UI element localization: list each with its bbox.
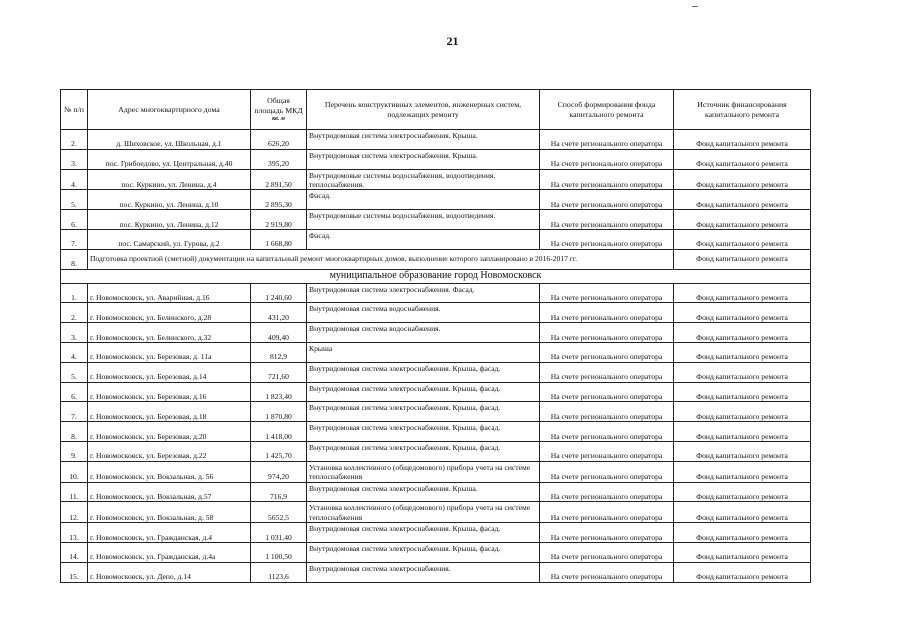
cell-num: 10. bbox=[61, 461, 88, 482]
cell-works: Внутридомовая система водоснабжения. bbox=[307, 303, 540, 323]
table-row bbox=[61, 562, 811, 582]
cell-works: Внутридомовая система электроснабжения. Крыша, фасад. bbox=[307, 441, 540, 461]
cell-num: 6. bbox=[61, 210, 88, 230]
cell-method: На счете регионального оператора bbox=[540, 502, 674, 523]
cell-source: Фонд капитального ремонта bbox=[674, 342, 811, 362]
cell-method: На счете регионального оператора bbox=[540, 283, 674, 303]
cell-num: 7. bbox=[61, 402, 88, 422]
cell-area: 1 100,50 bbox=[251, 542, 307, 562]
cell-num: 12. bbox=[61, 502, 88, 523]
header-area bbox=[251, 90, 307, 130]
cell-num: 5. bbox=[61, 190, 88, 210]
header-method: Способ формирования фонда капитального ремонта bbox=[540, 90, 674, 130]
cell-address: г. Новомосковск, ул. Березовая, д.20 bbox=[88, 422, 251, 442]
cell-area: 2 895,30 bbox=[251, 190, 307, 210]
cell-area: 2 891,50 bbox=[251, 169, 307, 190]
cell-area: 1 823,40 bbox=[251, 382, 307, 402]
table-row bbox=[61, 303, 811, 323]
cell-num: 8. bbox=[61, 249, 88, 269]
table-row bbox=[61, 542, 811, 562]
cell-area: 721,60 bbox=[251, 362, 307, 382]
cell-area: 1 425,70 bbox=[251, 441, 307, 461]
header-area-label: Общая площадь МКД bbox=[254, 96, 303, 115]
cell-address: г. Новомосковск, ул. Депо, д.14 bbox=[88, 562, 251, 582]
cell-num: 1. bbox=[61, 283, 88, 303]
cell-method: На счете регионального оператора bbox=[540, 303, 674, 323]
cell-works: Установка коллективного (общедомового) прибора учета на системе теплоснабжения bbox=[307, 502, 540, 523]
cell-method: На счете регионального оператора bbox=[540, 342, 674, 362]
cell-area: 1 668,80 bbox=[251, 230, 307, 250]
cell-source: Фонд капитального ремонта bbox=[674, 249, 811, 269]
cell-address: пос. Куркино, ул. Ленина, д.12 bbox=[88, 210, 251, 230]
cell-area: 395,20 bbox=[251, 149, 307, 169]
cell-source: Фонд капитального ремонта bbox=[674, 441, 811, 461]
cell-method: На счете регионального оператора bbox=[540, 482, 674, 502]
table-body-row8 bbox=[61, 249, 811, 283]
cell-address: г. Новомосковск, ул. Березовая, д.16 bbox=[88, 382, 251, 402]
cell-source: Фонд капитального ремонта bbox=[674, 323, 811, 343]
cell-address: г. Новомосковск, ул. Гражданская, д.4а bbox=[88, 542, 251, 562]
table-row bbox=[61, 323, 811, 343]
cell-works: Внутридомовая система электроснабжения. bbox=[307, 562, 540, 582]
cell-works: Внутридомовая система электроснабжения. Крыша, фасад. bbox=[307, 523, 540, 543]
cell-num: 14. bbox=[61, 542, 88, 562]
cell-area: 409,40 bbox=[251, 323, 307, 343]
cell-num: 2. bbox=[61, 303, 88, 323]
header-works: Перечень конструктивных элементов, инженерных систем, подлежащих ремонту bbox=[307, 90, 540, 130]
cell-source: Фонд капитального ремонта bbox=[674, 230, 811, 250]
header-row bbox=[61, 90, 811, 130]
cell-address: г. Новомосковск, ул. Белинского, д.28 bbox=[88, 303, 251, 323]
cell-works: Внутридомовая система электроснабжения. Крыша, фасад. bbox=[307, 382, 540, 402]
cell-method: На счете регионального оператора bbox=[540, 422, 674, 442]
cell-address: г. Новомосковск, ул. Вокзальная, д. 56 bbox=[88, 461, 251, 482]
header-source: Источник финансирования капитального ремонта bbox=[674, 90, 811, 130]
cell-method: На счете регионального оператора bbox=[540, 323, 674, 343]
header-num: № п/п bbox=[61, 90, 88, 130]
table-row bbox=[61, 169, 811, 190]
table-row bbox=[61, 482, 811, 502]
cell-works: Внутридомовая система электроснабжения. Крыша, фасад. bbox=[307, 542, 540, 562]
table-row-8 bbox=[61, 249, 811, 269]
header-address: Адрес многоквартирного дома bbox=[88, 90, 251, 130]
cell-num: 4. bbox=[61, 342, 88, 362]
cell-works: Внутридомовая система электроснабжения. Крыша. bbox=[307, 130, 540, 150]
cell-num: 5. bbox=[61, 362, 88, 382]
cell-project-docs: Подготовка проектной (сметной) документации на капитальный ремонт многоквартирных домов, выполнение которого запланировано в 2016-2017 гг. bbox=[88, 249, 674, 269]
cell-source: Фонд капитального ремонта bbox=[674, 422, 811, 442]
cell-method: На счете регионального оператора bbox=[540, 169, 674, 190]
cell-num: 11. bbox=[61, 482, 88, 502]
cell-address: пос. Куркино, ул. Ленина, д.4 bbox=[88, 169, 251, 190]
table-row bbox=[61, 382, 811, 402]
cell-area: 1 418,00 bbox=[251, 422, 307, 442]
cell-area: 1 870,80 bbox=[251, 402, 307, 422]
cell-area: 974,20 bbox=[251, 461, 307, 482]
table-row bbox=[61, 230, 811, 250]
cell-source: Фонд капитального ремонта bbox=[674, 461, 811, 482]
cell-works: Внутридомовая система электроснабжения. Крыша, фасад. bbox=[307, 402, 540, 422]
section-row bbox=[61, 269, 811, 283]
cell-address: г. Новомосковск, ул. Белинского, д.32 bbox=[88, 323, 251, 343]
cell-address: г. Новомосковск, ул. Березовая, д.18 bbox=[88, 402, 251, 422]
cell-source: Фонд капитального ремонта bbox=[674, 303, 811, 323]
table-row bbox=[61, 402, 811, 422]
table-row bbox=[61, 190, 811, 210]
cell-source: Фонд капитального ремонта bbox=[674, 210, 811, 230]
table-row bbox=[61, 502, 811, 523]
cell-works: Фасад. bbox=[307, 230, 540, 250]
cell-method: На счете регионального оператора bbox=[540, 210, 674, 230]
cell-method: На счете регионального оператора bbox=[540, 362, 674, 382]
cell-method: На счете регионального оператора bbox=[540, 542, 674, 562]
cell-source: Фонд капитального ремонта bbox=[674, 523, 811, 543]
cell-works: Внутридомовая система электроснабжения. Фасад. bbox=[307, 283, 540, 303]
cell-num: 6. bbox=[61, 382, 88, 402]
cell-area: 2 919,80 bbox=[251, 210, 307, 230]
cell-method: На счете регионального оператора bbox=[540, 130, 674, 150]
table-row bbox=[61, 422, 811, 442]
table-row bbox=[61, 342, 811, 362]
table-body-district bbox=[61, 130, 811, 250]
cell-method: На счете регионального оператора bbox=[540, 461, 674, 482]
cell-area: 1 031,40 bbox=[251, 523, 307, 543]
table-row bbox=[61, 523, 811, 543]
cell-source: Фонд капитального ремонта bbox=[674, 562, 811, 582]
table-row bbox=[61, 130, 811, 150]
cell-num: 3. bbox=[61, 149, 88, 169]
cell-num: 13. bbox=[61, 523, 88, 543]
table-row bbox=[61, 283, 811, 303]
cell-num: 4. bbox=[61, 169, 88, 190]
cell-works: Установка коллективного (общедомового) прибора учета на системе теплоснабжения bbox=[307, 461, 540, 482]
cell-address: пос. Куркино, ул. Ленина, д.10 bbox=[88, 190, 251, 210]
table-row bbox=[61, 441, 811, 461]
cell-area: 812,9 bbox=[251, 342, 307, 362]
cell-area: 5652,5 bbox=[251, 502, 307, 523]
cell-works: Внутридомовая система электроснабжения. Крыша. bbox=[307, 482, 540, 502]
table-body-city bbox=[61, 283, 811, 582]
cell-address: г. Новомосковск, ул. Березовая, д.22 bbox=[88, 441, 251, 461]
cell-works: Внутридомовая система электроснабжения. Крыша, фасад. bbox=[307, 362, 540, 382]
cell-method: На счете регионального оператора bbox=[540, 523, 674, 543]
cell-address: д. Шиховское, ул. Школьная, д.1 bbox=[88, 130, 251, 150]
cell-source: Фонд капитального ремонта bbox=[674, 190, 811, 210]
cell-source: Фонд капитального ремонта bbox=[674, 283, 811, 303]
cell-area: 1 240,60 bbox=[251, 283, 307, 303]
cell-area: 1123,6 bbox=[251, 562, 307, 582]
cell-address: г. Новомосковск, ул. Березовая, д. 11а bbox=[88, 342, 251, 362]
cell-method: На счете регионального оператора bbox=[540, 441, 674, 461]
cell-num: 15. bbox=[61, 562, 88, 582]
cell-area: 716,9 bbox=[251, 482, 307, 502]
cell-works: Внутридомовая система водоснабжения. bbox=[307, 323, 540, 343]
cell-works: Внутридомовая система электроснабжения. Крыша, фасад. bbox=[307, 422, 540, 442]
cell-num: 7. bbox=[61, 230, 88, 250]
cell-works: Крыша bbox=[307, 342, 540, 362]
cell-num: 8. bbox=[61, 422, 88, 442]
cell-method: На счете регионального оператора bbox=[540, 230, 674, 250]
cell-address: г. Новомосковск, ул. Гражданская, д.4 bbox=[88, 523, 251, 543]
cell-num: 2. bbox=[61, 130, 88, 150]
scan-mark bbox=[692, 6, 698, 7]
table-row bbox=[61, 149, 811, 169]
cell-works: Внутридомовые системы водоснабжения, водоотведения, теплоснабжения. bbox=[307, 169, 540, 190]
cell-works: Внутридомовые системы водоснабжения, водоотведения. bbox=[307, 210, 540, 230]
cell-method: На счете регионального оператора bbox=[540, 149, 674, 169]
cell-address: г. Новомосковск, ул. Вокзальная, д. 58 bbox=[88, 502, 251, 523]
table-row bbox=[61, 362, 811, 382]
cell-works: Внутридомовая система электроснабжения. Крыша. bbox=[307, 149, 540, 169]
cell-address: г. Новомосковск, ул. Аварийная, д.16 bbox=[88, 283, 251, 303]
cell-source: Фонд капитального ремонта bbox=[674, 130, 811, 150]
cell-source: Фонд капитального ремонта bbox=[674, 542, 811, 562]
cell-num: 9. bbox=[61, 441, 88, 461]
cell-source: Фонд капитального ремонта bbox=[674, 482, 811, 502]
cell-source: Фонд капитального ремонта bbox=[674, 502, 811, 523]
cell-address: пос. Грибоедово, ул. Центральная, д.40 bbox=[88, 149, 251, 169]
header-area-unit: кв. м bbox=[272, 116, 285, 122]
table-row bbox=[61, 461, 811, 482]
cell-address: г. Новомосковск, ул. Березовая, д.14 bbox=[88, 362, 251, 382]
cell-area: 431,20 bbox=[251, 303, 307, 323]
page-number: 21 bbox=[446, 34, 459, 48]
cell-address: г. Новомосковск, ул. Вокзальная, д.57 bbox=[88, 482, 251, 502]
cell-method: На счете регионального оператора bbox=[540, 402, 674, 422]
cell-method: На счете регионального оператора bbox=[540, 562, 674, 582]
cell-method: На счете регионального оператора bbox=[540, 190, 674, 210]
cell-address: пос. Самарский, ул. Гурова, д.2 bbox=[88, 230, 251, 250]
cell-source: Фонд капитального ремонта bbox=[674, 402, 811, 422]
section-title: муниципальное образование город Новомосковск bbox=[61, 269, 811, 283]
capital-repair-table bbox=[60, 89, 811, 583]
cell-source: Фонд капитального ремонта bbox=[674, 169, 811, 190]
table-row bbox=[61, 210, 811, 230]
cell-source: Фонд капитального ремонта bbox=[674, 149, 811, 169]
cell-num: 3. bbox=[61, 323, 88, 343]
cell-works: Фасад. bbox=[307, 190, 540, 210]
cell-source: Фонд капитального ремонта bbox=[674, 362, 811, 382]
cell-method: На счете регионального оператора bbox=[540, 382, 674, 402]
cell-area: 626,20 bbox=[251, 130, 307, 150]
cell-source: Фонд капитального ремонта bbox=[674, 382, 811, 402]
